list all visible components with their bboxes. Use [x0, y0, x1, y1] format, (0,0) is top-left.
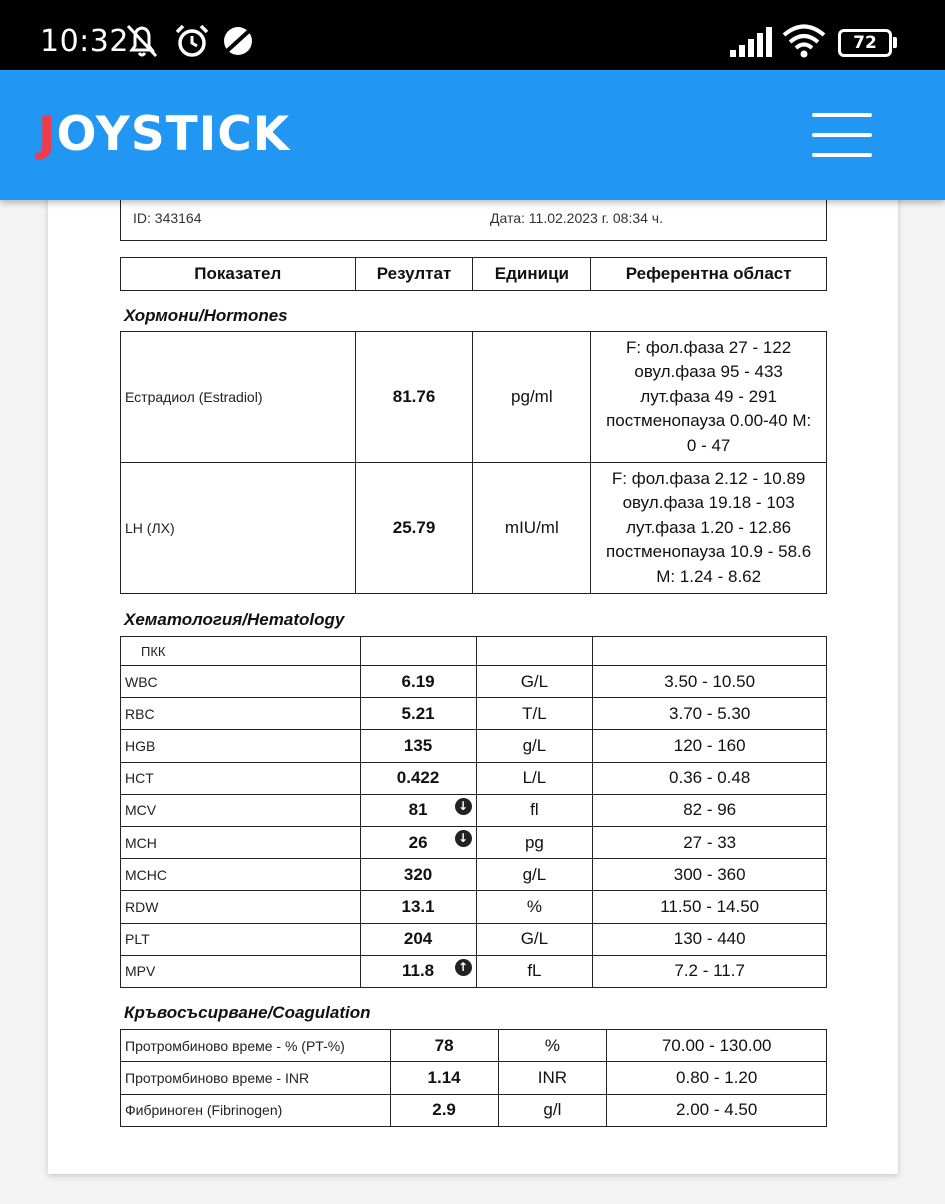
arrow-down-icon: ↓: [455, 798, 472, 815]
test-reference: 300 - 360: [593, 859, 827, 891]
header-reference: Референтна област: [591, 258, 827, 291]
test-value: 320: [360, 859, 476, 891]
test-reference: 3.70 - 5.30: [593, 698, 827, 730]
test-unit: g/L: [476, 859, 593, 891]
test-reference: 0.36 - 0.48: [593, 762, 827, 794]
test-unit: pg: [476, 826, 593, 858]
table-row: [121, 698, 827, 730]
hematology-table: [120, 636, 827, 988]
test-reference: 70.00 - 130.00: [607, 1030, 827, 1062]
arrow-up-icon: ↑: [455, 959, 472, 976]
test-unit: G/L: [476, 666, 593, 698]
battery-level: 72: [853, 33, 877, 53]
test-reference: 82 - 96: [593, 794, 827, 826]
test-value: 78: [390, 1030, 498, 1062]
coagulation-table: [120, 1029, 827, 1127]
test-name: Естрадиол (Estradiol): [121, 332, 356, 463]
test-value: 5.21: [360, 698, 476, 730]
table-row: [121, 666, 827, 698]
test-name: Протромбиново време - INR: [121, 1062, 391, 1094]
table-row: [121, 1094, 827, 1126]
signal-icon: [728, 26, 776, 58]
status-time: 10:32: [40, 24, 129, 59]
test-reference: 120 - 160: [593, 730, 827, 762]
test-value: 0.422: [360, 762, 476, 794]
test-value: 6.19: [360, 666, 476, 698]
table-row: [121, 762, 827, 794]
app-logo[interactable]: JOYSTICK: [38, 107, 291, 162]
test-reference: F: фол.фаза 27 - 122 овул.фаза 95 - 433 лут.фаза 49 - 291 постменопауза 0.00-40 M: 0 - 47: [591, 332, 827, 463]
test-value: 1.14: [390, 1062, 498, 1094]
test-unit: g/l: [498, 1094, 607, 1126]
status-bar: [0, 0, 945, 70]
muted-bell-icon: [122, 22, 162, 60]
test-value: 204: [360, 923, 476, 955]
test-name: HCT: [121, 762, 361, 794]
hormones-table: [120, 331, 827, 594]
section-hematology-title: Хематология/Hematology: [124, 610, 345, 629]
results-header-table: [120, 257, 827, 291]
test-unit: INR: [498, 1062, 607, 1094]
test-reference: 0.80 - 1.20: [607, 1062, 827, 1094]
test-reference: 2.00 - 4.50: [607, 1094, 827, 1126]
test-unit: fl: [476, 794, 593, 826]
data-saver-icon: [220, 22, 256, 60]
test-unit: L/L: [476, 762, 593, 794]
test-unit: %: [498, 1030, 607, 1062]
battery-icon: [838, 29, 892, 57]
hamburger-menu-icon[interactable]: [810, 110, 874, 160]
test-value: 135: [360, 730, 476, 762]
test-unit: pg/ml: [473, 332, 591, 463]
arrow-down-icon: ↓: [455, 830, 472, 847]
test-name: MPV: [121, 955, 361, 987]
test-name: MCH: [121, 826, 361, 858]
test-reference: 3.50 - 10.50: [593, 666, 827, 698]
test-unit: fL: [476, 955, 593, 987]
header-indicator: Показател: [121, 258, 356, 291]
test-reference: 7.2 - 11.7: [593, 955, 827, 987]
test-name: WBC: [121, 666, 361, 698]
table-row: [121, 794, 827, 826]
alarm-clock-icon: [172, 22, 212, 60]
test-name: Протромбиново време - % (PT-%): [121, 1030, 391, 1062]
header-units: Единици: [473, 258, 591, 291]
test-reference: F: фол.фаза 2.12 - 10.89 овул.фаза 19.18 - 103 лут.фаза 1.20 - 12.86 постменопауза 10.9 - 58.6 M: 1.24 - 8.62: [591, 463, 827, 594]
test-name: RBC: [121, 698, 361, 730]
table-row: [121, 332, 827, 463]
test-value: 2.9: [390, 1094, 498, 1126]
test-reference: 130 - 440: [593, 923, 827, 955]
test-value: 81.76: [355, 332, 473, 463]
test-value: 11.8 ↑: [360, 955, 476, 987]
table-row: [121, 463, 827, 594]
test-name: MCHC: [121, 859, 361, 891]
section-hormones-title: Хормони/Hormones: [124, 306, 288, 325]
test-value: 81 ↓: [360, 794, 476, 826]
test-value: 13.1: [360, 891, 476, 923]
table-row: [121, 730, 827, 762]
test-unit: T/L: [476, 698, 593, 730]
table-row: [121, 637, 827, 666]
table-row: [121, 859, 827, 891]
report-date: Дата: 11.02.2023 г. 08:34 ч.: [490, 210, 663, 226]
test-unit: G/L: [476, 923, 593, 955]
test-reference: 27 - 33: [593, 826, 827, 858]
table-row: [121, 923, 827, 955]
test-name: PLT: [121, 923, 361, 955]
table-row: [121, 1030, 827, 1062]
table-row: [121, 955, 827, 987]
table-row: [121, 891, 827, 923]
test-value: 26 ↓: [360, 826, 476, 858]
test-reference: 11.50 - 14.50: [593, 891, 827, 923]
test-name: LH (ЛХ): [121, 463, 356, 594]
test-value: 25.79: [355, 463, 473, 594]
test-unit: g/L: [476, 730, 593, 762]
test-name: Фибриноген (Fibrinogen): [121, 1094, 391, 1126]
test-name: MCV: [121, 794, 361, 826]
table-row: [121, 1062, 827, 1094]
wifi-icon: [782, 24, 826, 58]
section-coagulation-title: Кръвосъсирване/Coagulation: [124, 1003, 371, 1022]
header-result: Резултат: [355, 258, 473, 291]
test-unit: %: [476, 891, 593, 923]
test-name: HGB: [121, 730, 361, 762]
group-label: ПКК: [121, 637, 361, 666]
patient-id: ID: 343164: [133, 210, 202, 226]
table-row: [121, 826, 827, 858]
test-name: RDW: [121, 891, 361, 923]
test-unit: mIU/ml: [473, 463, 591, 594]
